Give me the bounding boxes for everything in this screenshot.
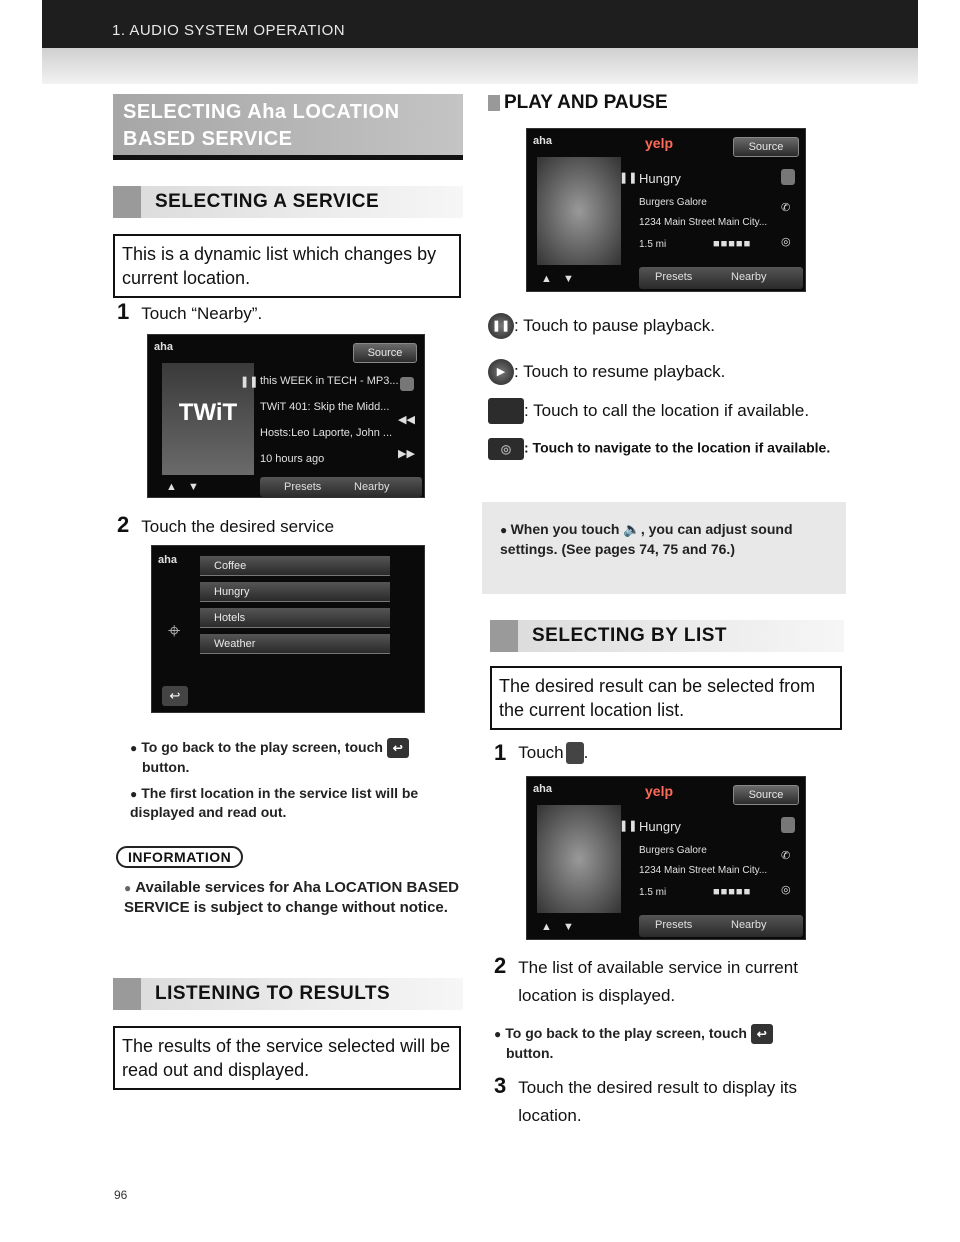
result-name: Hungry	[639, 171, 681, 186]
call-desc: : Touch to call the location if available.	[488, 398, 809, 424]
location-pin-icon: ⌖	[168, 618, 181, 643]
aha-logo: aha	[154, 341, 173, 353]
album-art: TWiT	[162, 363, 254, 475]
navigate-icon[interactable]: ◎	[781, 884, 791, 896]
list-item-hungry[interactable]: Hungry	[200, 582, 390, 602]
pause-icon[interactable]: ❚❚	[619, 820, 638, 832]
result-distance: 1.5 mi	[639, 887, 667, 898]
list-item-coffee[interactable]: Coffee	[200, 556, 390, 576]
track-line-1: this WEEK in TECH - MP3...	[260, 375, 399, 387]
step-2: 2 Touch the desired service	[117, 512, 335, 537]
pause-desc: ❚❚ : Touch to pause playback.	[488, 313, 715, 339]
service-desc-box: This is a dynamic list which changes by current location.	[113, 234, 461, 298]
play-icon: ▶	[488, 359, 514, 385]
nearby-button[interactable]: Nearby	[731, 919, 767, 931]
source-button[interactable]: Source	[733, 785, 799, 805]
back-icon: ↩	[387, 738, 409, 758]
phone-icon[interactable]: ✆	[781, 850, 791, 862]
presets-button[interactable]: Presets	[655, 919, 693, 931]
play-pause-heading: PLAY AND PAUSE	[488, 92, 668, 114]
listen-desc-box: The results of the service selected will be read out and displayed.	[113, 1026, 461, 1090]
info-text: ● Available services for Aha LOCATION BASED SERVICE is subject to change without notice.	[124, 879, 459, 916]
list-step-2: 2 The list of available service in current location is displayed.	[494, 953, 798, 1005]
thumbs-up-icon[interactable]: ▲	[541, 273, 552, 285]
food-image	[537, 805, 621, 913]
thumbs-down-icon[interactable]: ▼	[563, 273, 574, 285]
source-button[interactable]: Source	[733, 137, 799, 157]
track-line-3: Hosts:Leo Laporte, John ...	[260, 427, 393, 439]
information-label: INFORMATION	[116, 846, 243, 868]
page-number: 96	[114, 1188, 128, 1202]
screen-yelp-1	[526, 128, 806, 292]
list-icon[interactable]	[781, 169, 795, 185]
section-listening	[113, 978, 463, 1010]
presets-button[interactable]: Presets	[655, 271, 693, 283]
header-shadow	[42, 48, 918, 84]
pause-icon[interactable]: ❚❚	[240, 376, 259, 388]
section-title: SELECTING A SERVICE	[155, 191, 380, 212]
thumbs-down-icon[interactable]: ▼	[563, 921, 574, 933]
thumbs-up-icon[interactable]: ▲	[541, 921, 552, 933]
bullet-back: ● To go back to the play screen, touch ↩ button.	[130, 738, 460, 776]
step-1: 1 Touch “Nearby”.	[117, 299, 263, 324]
header-title: 1. AUDIO SYSTEM OPERATION	[112, 22, 346, 39]
track-line-2: TWiT 401: Skip the Midd...	[260, 401, 390, 413]
screen-yelp-2	[526, 776, 806, 940]
source-button[interactable]: Source	[353, 343, 417, 363]
main-title: SELECTING Aha LOCATION BASED SERVICE	[113, 94, 463, 160]
food-image	[537, 157, 621, 265]
section-title: SELECTING BY LIST	[532, 625, 728, 646]
yelp-logo: yelp	[645, 783, 674, 799]
list-bullet-back: ● To go back to the play screen, touch ↩ button.	[494, 1024, 844, 1062]
forward-icon[interactable]: ▶▶	[398, 448, 415, 460]
phone-icon	[488, 398, 524, 424]
heading-marker	[488, 95, 500, 111]
result-address: 1234 Main Street Main City...	[639, 865, 768, 876]
nearby-button[interactable]: Nearby	[731, 271, 767, 283]
section-marker	[113, 978, 141, 1010]
navigate-desc: ◎ : Touch to navigate to the location if available.	[488, 438, 844, 460]
rating-stars: ■■■■■	[713, 238, 752, 250]
section-title: LISTENING TO RESULTS	[155, 983, 391, 1004]
rewind-icon[interactable]: ◀◀	[398, 414, 415, 426]
navigate-icon[interactable]: ◎	[781, 236, 791, 248]
sound-note: ● When you touch 🔈, you can adjust sound settings. (See pages 74, 75 and 76.)	[482, 502, 846, 594]
bullet-first-location: ● The first location in the service list will be displayed and read out.	[130, 785, 419, 820]
phone-icon[interactable]: ✆	[781, 202, 791, 214]
aha-logo: aha	[158, 554, 177, 566]
list-desc-box: The desired result can be selected from the current location list.	[490, 666, 842, 730]
section-by-list	[490, 620, 844, 652]
back-icon: ↩	[751, 1024, 773, 1044]
thumbs-down-icon[interactable]: ▼	[188, 481, 199, 493]
result-address: 1234 Main Street Main City...	[639, 217, 768, 228]
section-marker	[490, 620, 518, 652]
aha-logo: aha	[533, 783, 552, 795]
pause-icon: ❚❚	[488, 313, 514, 339]
list-step-1: 1 Touch .	[494, 740, 589, 765]
rating-stars: ■■■■■	[713, 886, 752, 898]
aha-logo: aha	[533, 135, 552, 147]
nearby-button[interactable]: Nearby	[354, 481, 390, 493]
result-name: Hungry	[639, 819, 681, 834]
resume-desc: ▶ : Touch to resume playback.	[488, 359, 725, 385]
track-line-4: 10 hours ago	[260, 453, 325, 465]
list-item-weather[interactable]: Weather	[200, 634, 390, 654]
result-business: Burgers Galore	[639, 845, 707, 856]
list-step-3: 3 Touch the desired result to display its location.	[494, 1073, 798, 1125]
navigate-icon: ◎	[488, 438, 524, 460]
list-item-hotels[interactable]: Hotels	[200, 608, 390, 628]
result-distance: 1.5 mi	[639, 239, 667, 250]
section-selecting-service	[113, 186, 463, 218]
list-icon	[566, 742, 584, 764]
presets-button[interactable]: Presets	[284, 481, 322, 493]
thumbs-up-icon[interactable]: ▲	[166, 481, 177, 493]
page-header	[42, 0, 918, 48]
back-button[interactable]: ↩	[162, 686, 188, 706]
pause-icon[interactable]: ❚❚	[619, 172, 638, 184]
list-icon[interactable]	[781, 817, 795, 833]
result-business: Burgers Galore	[639, 197, 707, 208]
section-marker	[113, 186, 141, 218]
list-icon[interactable]	[400, 377, 414, 391]
screen-podcast	[147, 334, 425, 498]
yelp-logo: yelp	[645, 135, 674, 151]
speaker-icon: 🔈	[623, 521, 641, 537]
